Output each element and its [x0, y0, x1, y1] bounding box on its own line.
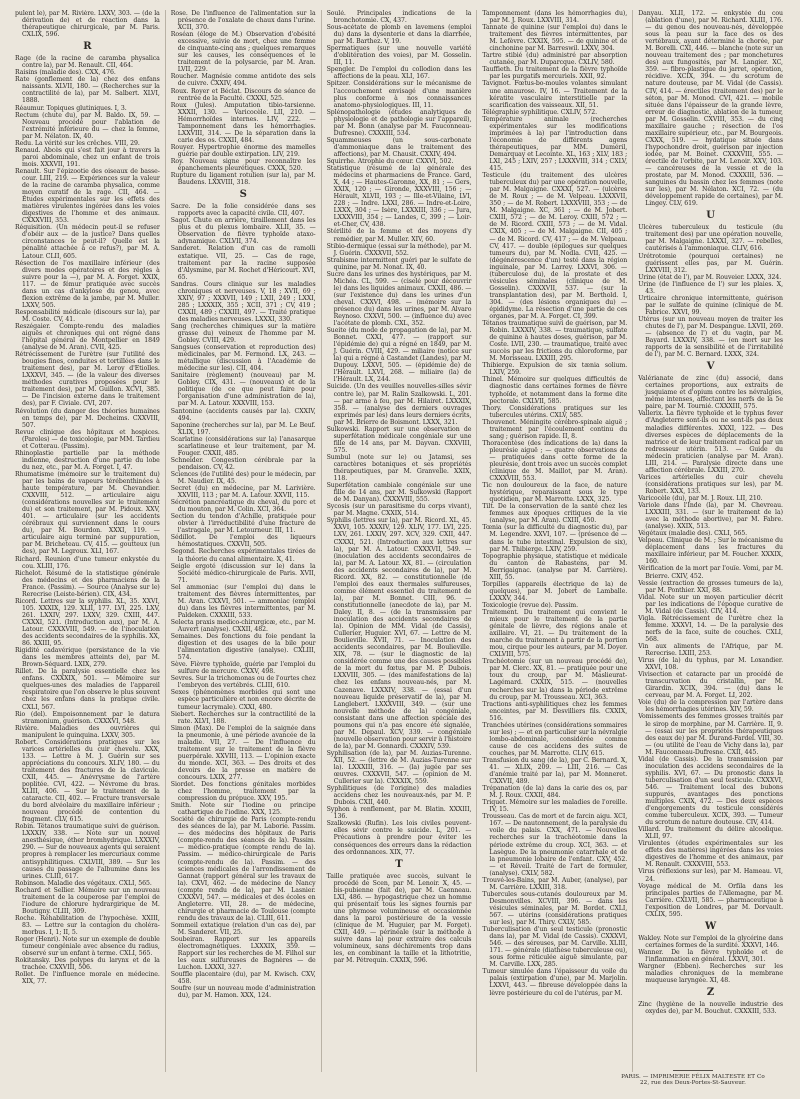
- index-entry: Sous-acétate de plomb en lavemens (emploi du) dans la dysenterie et dans la diarrhée, par M. Barthez. V, 19.: [326, 24, 472, 46]
- index-entry: Sang (recherches chimiques sur la matière grasse du) veineux de l'homme par M. Gobley. CVIII, 429.: [170, 322, 316, 345]
- index-entry: Sommeil extatique (relation d'un cas de), par M. Sanderet. VII, 25.: [170, 921, 316, 936]
- index-entry: Sciences (de l'utilité des) pour le médecin, par M. Naudier. IX, 45.: [170, 470, 316, 485]
- index-entry: Sycosis (sur un parasitisme du corps vivant), par M. Magne. CXXIX, 514.: [326, 503, 472, 518]
- index-entry: Urétrotomie (pourquoi certaines) ne guérissent elles pas, par M. Guérin. LXXVIII, 312.: [638, 252, 783, 274]
- index-entry: Roux (Jules). Amputation tibio-tarsienne. XXXII, 130. — Varicocèle. LII, 210. — Hémorrhoïdes internes. LIV, 222. — Tamponnement dans les hémorrhagies. LXXVIII, 314. — De la séparation dans la carie des os. CXXII, 484.: [170, 101, 316, 144]
- index-entry: Tumeur simulée dans l'épaisseur du voile du palais (extirpation d'une), par M. Marjolin. LXXVI, 443. — fibreuse développée dans la lèvre postérieure du col de l'utérus, par M.: [482, 968, 628, 997]
- index-entry: Robin. Tétanos traumatique suivi de guérison. LXXXIV, 338. — Note sur un nouvel anesthésique, éther bromhydrique. LXXXIV, 290. — Sur de nouveaux agents qui seraient propres à remplacer les mercuriaux comme antisyphilitiques. CXLVIII, 389. — Sur les causes du passage de l'albumine dans les urines. CLIII, 617.: [15, 823, 160, 880]
- index-entry: Voyage médical de M. Orfila dans les principales parties de l'Allemagne, par M. Carrière. CXLVII, 585. — pharmaceutique à l'exposition de Londres, par M. Dorvault. CXLIX, 595.: [638, 882, 783, 918]
- index-entry: Trépanation (de la) dans la carie des os, par M. J. Roux. CXXII, 484.: [482, 785, 628, 800]
- index-entry: Spermatiques (sur une nouvelle variété d'oblitération des voies), par M. Gosselin. III, 11.: [326, 45, 472, 67]
- index-entry: Suicide. (Un des veuilles nouvelles-silles sévir contre le), par M. Ralin Szalkowski. L, 201. — par arme à feu, par M. Hilairet. LXXXIX, 358. — (analyse des derniers ouvrages exprimés par les) dans leurs derniers écrits, par M. Brierre de Boismont. LXXX, 321.: [326, 383, 472, 426]
- index-entry: Stérilité de la femme et des moyens d'y remédier, par M. Muller. XIV, 60.: [326, 228, 472, 243]
- index-entry: Testicule (du traitement des ulcères tuberculeux du) par une opération nouvelle, par M. Malgaigne. CXXXI, 527. — (ulcères de M. Roux ; — de M. Velpeau. LXXXVII, 350 ; — de M. Robert. LXXXVIII, 353 ; — de M. Malgaigne. XC, 361 ; — de M. Jobert. CXIII, 572 ; — de M. Leroy. CXIII, 572 ; — de M. Ricord. CXIII, 573 ; — de M. Vidal. CXIX, 405 ; — de M. Malgaigne. CII, 405 ; — de M. Ricord. CV, 417 ; — de M. Velpeau. CV, 417. — double (épilogues sur quelques tumeurs du), par M. Nodla. CVII, 425. — (dégénérescence d'un) testé dans la région inguinale, par M. Larrey. LXXVI, 306. — (tuberculose du), de la prostate et des vésicules séminales (clinique de M. Gosselin). CXXXVII, 537. — (sur la transplantation des), par M. Berthold. I, 304. — (des lésions organiques du) — épididyme. La résection d'une partie de ces organes, par M. A. Forget. CI, 399.: [482, 172, 628, 321]
- index-entry: Redu. La vérité sur les crêches. VIII, 29.: [15, 139, 140, 147]
- index-entry: Voie (du) de la compression par l'artère dans les hémorrhagies utérines. XIV, 59.: [638, 699, 783, 714]
- index-entry: Rivière. Maladies des ouvrières qui manipulent le quinquina. LXXV, 305.: [15, 724, 160, 739]
- imprint-line-2: 22, rue des Deux-Portes-St-Sauveur.: [640, 1080, 746, 1087]
- index-entry: Ulcères tuberculeux du testicule (du traitement des) par une opération nouvelle, par M. Malgaigne. LXXXI, 327. — rebelles, cautérisés à l'ammoniaque. CLIV, 616.: [638, 224, 783, 253]
- index-entry: Syphilisation (de la), par M. Auzias-Turenne. XII, 52. — (lettre de M. Auzias-Turenne sur la). LXXXIII, 316. — (la) jugée par ses œuvres. CXXXVII, 547. — (opinion de M. Cullerier sur la). CXXXIX, 559.: [326, 749, 472, 786]
- index-entry: Squammeuses (un sous-carbonate d'ammoniaque dans le traitement des affections), par M. Chausit. CXXIV, 494.: [326, 136, 472, 158]
- index-entry: Trouvé-les-Bains, par M. Auber, (analyse), par M. Carrière. LXXIII, 318.: [482, 876, 628, 891]
- index-entry: Sucre dans les urines des hystériques, par M. Michéa. CL, 599. — (ciselé pour découvrir le) dans les liquides animaux. CXXII, 486. — (sur l'existence du) dans les urines d'un cheval. CXXVI, 498. — (mémoire sur la présence du) dans les urines, par M. Alvaro Reynoso. CXXVI, 500. — (influence du) avec l'acétate de plomb. CXL, 352.: [326, 270, 472, 328]
- index-entry: Transfusion du sang (de la), par C. Bernard. X, 41. — XLIX, 209. — LIII, 216. — Cas d'anémie traité par la), par M. Monneret. CXXVII, 489.: [482, 756, 628, 786]
- index-entry: Tractions anti-syphilitiques chez les femmes enceintes, par M. Desvilliers fils. CXXIX, 516.: [482, 700, 628, 722]
- index-entry: Rage (de la racine de caramba physalica contre la), par M. Renault. CII, 464.: [15, 55, 160, 70]
- index-entry: Renaud. Abcès qui s'est fait jour à travers la paroi abdominale, chez un enfant de trois mois. XXXVII, 191.: [15, 146, 160, 168]
- index-entry: Vessie (extraction de grosses tumeurs de la), par M. Ponthier. XXI, 88.: [638, 579, 783, 594]
- index-entry: Wanner. De la fièvre typhoïde et de l'inflammation en général. LXXVI, 301.: [638, 948, 783, 963]
- index-entry: Smith. Note sur l'iodine ou principe cathartique de l'iodine. XXX, 125.: [170, 802, 316, 817]
- index-entry: Sexes (phénomènes morbides qui sont une espèce particulière et non encore décrite de tumeur lacrymale). CXXI, 480.: [170, 689, 316, 711]
- index-entry: Danyau. XLII, 172. — enkystée du cou (ablation d'une), par M. Richard. XLIII, 176. — du genou des nouveau-nés, développée sous la peau sur la face des os des vertébraux, ayant déterminé la chorée, par M. Borelli. CXI, 446. — blanche (note sur un nouveau traitement des ; par monchetures des) aux fungosités, par M. Langier. XC, 359. — fibro-plastique du jarret, opération, récidive. XCIX, 394. — du scrotum de nature douteuse, par M. Vidal (de Cassis). CIV, 414. — érectiles (traitement des) par le séton, par M. Monod. CVI, 421. — mobile située dans l'épaisseur de la grande lèvre, erreur de diagnostic, ablation de la tumeur, par M. Gosselin. CXVIII, 353. — du cinq maxillaire gauche ; résection de l'os maxillaire supérieur, etc., par M. Bourgeois. CXXX, 519. — hydatique située dans l'hypochondre droit, guérison par injection iodée, par M. Boinet. CXXXVIII, 555. — érectile de l'orbite, par M. Lenoir. XXV, 103. — cancéreuses de la vessie et de la prostate, par M. Monod. CXXXIII, 536. — sanguines du bassin chez les femmes (note sur les), par M. Nélaton. XCI, 72. — (du développement rapide de certaines), par M. Lingey. CLV, 619.: [638, 10, 783, 208]
- index-entry: Rouyer. Hypertrophie énorme des mamelles guérie par double extirpation. LIV, 219.: [170, 143, 316, 158]
- index-entry: Thibierge. Expulsion de six tænia solium. LXIV, 259.: [482, 362, 628, 377]
- index-entry: Souffle placentaire (du), par M. Kwisch. CXV, 458.: [170, 971, 316, 986]
- index-entry: Soufre (sur un nouveau mode d'administration du), par M. Hamon. XXX, 124.: [170, 985, 316, 1000]
- index-entry: Virulentes (études expérimentales sur les effets des matières) ingérées dans les voies digestives de l'homme et des animaux, par M. Renault. CXXXVIII, 553.: [638, 840, 783, 869]
- section-letter: Z: [706, 987, 715, 999]
- index-entry: Rose. De l'influence de l'alimentation sur la présence de l'oxalate de chaux dans l'urine. XCII, 370.: [170, 10, 316, 32]
- index-entry: Société de chirurgie de Paris (compte-rendu des séances de la), par M. Laborie. Passim. — des médecins des hôpitaux de Paris (compte-rendu des séances de la). Passim. — médico-pratique (compte rendu de la). Passim. — médico-chirurgicale de Paris (compte-rendu de la). Passim. — des sciences médicales de l'arrondissement de Gannat (rapport général sur les travaux de la). CXVI, 462. — de médecine de Nancy (compte rendu de la), par M. Lasnier. CXXXVI, 547. — médicales et des écoles en Angleterre. VII, 28. — de médecine, chirurgie et pharmacie de Toulouse (compte rendu des travaux de la). CLIII, 611.: [170, 816, 316, 922]
- index-entry: Selecta praxis medico-chirurgicæ, etc., par M. Auvert (analyse). CXXII, 482.: [170, 618, 316, 633]
- imprint-rule: [673, 1070, 713, 1071]
- index-entry: Revue clinique des hôpitaux et hospices. (Paroles) — de toxicologie, par MM. Tardieu et Cotterau. (Passim).: [15, 428, 160, 450]
- index-entry: Richelot. Résumé de la statistique générale des médecins et des pharmaciens de la France. (Passim). — Source (Analyse sur le) Rerecrise (Leiste-bérien). CIX, 434.: [15, 569, 160, 598]
- index-entry: Ricord. Lettres sur la syphilis. XL, 35. XXVI, 105. XXXIX, 129. XLII, 177. LVI, 225. LXV, 261. LXXIV, 297. LXXV, 329. CXIII, 447. CXXXI, 521. (Introduction aux), par M. A. Latour. CXXXVIII, 549. — de l'inoculation des accidents secondaires de la syphilis. XX, 86. XXIII, 95.: [15, 597, 160, 648]
- index-entry: Siordet. Des fonctions génitales morbides chez l'homme, traitement par la compression du prépuce. XXV, 195.: [170, 781, 316, 803]
- index-entry: Rhinoplastie partielle par la méthode indienne, destruction d'une partie du lobe du nez, etc., par M. A. Forget. I, 47.: [15, 449, 160, 471]
- index-entry: Tic non douloureux de la face, de nature hystérique, reparaissant sous le type quotidien, par M. Marrotte. LXXX, 325.: [482, 482, 628, 504]
- index-column-4: [477, 10, 633, 1072]
- index-entry: pulent le), par M. Rivière. LXXV, 303. — (de la dérivation de) et de réaction dans la thérapeutique chirurgicale, par M. Paris. CXLIX, 596.: [15, 10, 160, 39]
- index-entry: Thory. Considérations pratiques sur les tubercules utérins. CXLV, 585.: [482, 404, 628, 419]
- index-entry: Syphilis (lettres sur la), par M. Ricord. XL, 45. XXVI, 105. XXXIV, 129. XLIV, 177. LVI, 225. LXV, 261. LXXIV, 297. XCV, 329. CXII, 447. CXXXI, 521. (Introduction aux lettres sur la), par M. A. Latour. CXXXVII, 549. — (inoculation des accidents secondaires de la), par M. A. Latour. XX, 81. — (circulation des accidents secondaires de la), par M. Ricord. XX, 82. — constitutionnelle (de l'emploi des eaux thermales sulfureuses, comme élément essentiel du traitement de la), par M. Bonnet. CIII, 96. — constitutionnelle (anecdote de la), par M. Daley. II, 8. — (de la transmission par inoculation des accidents secondaires de la). Opinion de MM. Vidal (de Cassis), Cullerier, Huguier. XVI, 67. — Lettre de M. Boulieville. XVII, 71. — Inoculation des accidents secondaires, par M. Boulieville. XIX, 78. — (sur le diagnostic de la) considérée comme une des causes possibles de la mort du fœtus, par M. P. Dubois. LXXVIII, 305. — (des manifestations de la) chez les enfans nouveau-nés, par M. Cazenave. LXXXIV, 338. — (essai d'un nouveau liquide préservatif de la), par M. Langlebert. LXXXVIII, 349. — (sur une nouvelle méthode de la) congéniale, consistant dans une affection spéciale des poumons qui n'a pas encore été signalée, par M. Depaul. XCV, 339. — congéniale (nouvelle observation pour servir à l'histoire de la), par M. Gonnardi. CXXXIV, 539.: [326, 517, 472, 750]
- index-entry: Velpeau. Clinique de M. ; Sur le mécanisme du déplacement dans les fractures du maxillaire inférieur, par M. Foucher. XXXIX, 160.: [638, 537, 783, 566]
- index-entry: Réaumur. Topiques glutiniques. I, 3.: [15, 104, 127, 112]
- index-entry: Réquisition. (Un médecin peut-il se refuser d'obéir aux — de la justice? Dans quelles circonstances le peut-il? Quelle est la pénalité attachée à ce refus?), par M. A. Latour. CLII, 605.: [15, 224, 160, 260]
- index-entry: Wargner (Ebben). Recherches sur les maladies chroniques de la membrane muqueuse laryngée. XI, 48.: [638, 963, 783, 985]
- index-entry: Résection de l'os maxillaire inférieur (des divers modes opératoires et des régles à suivre pour la —), par M. A. Forget. XXIX, 117. — de fémur pratiquée avec succès dans un cas d'ankylose du genou, avec flexion extrême de la jambe, par M. Muller. LXXV, 505.: [15, 259, 160, 309]
- index-entry: Santonine (accidents causés par la). CXXIV, 494.: [170, 407, 316, 422]
- index-entry: Roche. Réhabilitation de l'hypochèse. XXIII, 83. — Lettre sur la contagion du choléra-morbus. I, 1; II, 5.: [15, 914, 160, 936]
- index-entry: Sel ammoniac (sur l'emploi du) dans le traitement des fièvres intermittentes, par M. Aran. CXXVI, 501. — ammoniac (emploi du) dans les fièvres intermittentes, par M. Paldeken. CXXXIII, 533.: [170, 583, 316, 619]
- index-entry: Spengler. De l'emploi du collodion dans les affections de la peau. XLI, 167.: [326, 66, 472, 81]
- index-entry: Roucher. Magnésie comme antidote des sels de cuivre. CXXIV, 494.: [170, 73, 316, 88]
- index-entry: Section du tendon d'Achille, pratiquée pour obvier à l'irréductibilité d'une fracture de l'astragale, par M. Letourneur. III, 11.: [170, 513, 316, 535]
- index-entry: Varicocèle (du), par M. J. Roux. LII, 210.: [638, 495, 763, 502]
- index-entry: Roy. Nouveau signe pour reconnaître les épanchements pleurétiques. CXXX, 520.: [170, 157, 316, 173]
- index-entry: Tubercules sous-cutanés douloureux par M. Desmonvilles. XCVIII, 396. — dans les vésicules séminales, par M. Bordet. CXLI, 567. — utérins (considérations pratiques sur les), par M. Thiry. CXLV, 585.: [482, 890, 628, 927]
- index-column-2: [166, 10, 322, 1072]
- index-entry: Rochard et Sellier. Mémoire sur un nouveau traitement de la couperose par l'emploi de l'iodure de chlorure hydrargirique de M. Boutigny. CLIII, 309.: [15, 886, 160, 915]
- index-entry: Température animale (recherches expérimentales sur les modifications imprimées à la) par l'introduction dans l'économie de différents agens thérapeutiques, par MM. Duméril, Demarquay et Lecointe. XL, 163 ; XLV, 183 ; LXI, 245 ; LXIV, 257 ; LXXXVIII, 314 ; CXLV, 415.: [482, 115, 628, 173]
- index-entry: Szalkowski (Rufin). Les lois civiles peuvent-elles sévir contre le suicide. L, 201. — Précautions à prendre pour éviter les conséquences des erreurs dans la rédaction des ordonnances. XIX, 77.: [326, 820, 472, 856]
- index-entry: Schneider. Congestion cérébrale par la pendaison. CV, 42.: [170, 456, 316, 471]
- index-entry: Vomissements des femmes grosses traités par le sirop de morphine, par M. Carrière. II, 9. — (essai sur les propriétés thérapeutiques des eaux de) par M. Durand-Fardel. VIII, 30. — (ou utilité de l'eau de Vichy dans la), par M. Fauconneau-Dufresne. CXII, 445.: [638, 713, 783, 756]
- index-entry: Simon (Max). De l'emploi de la saignée dans la pneumonie, à une période avancée de la maladie. VII, 27. — De l'influence du traitement sur le traitement de la fièvre puerpérale. XXVIII, 113. — L'opinion exacte du monde. XCI, 363. — Des droits et des devoirs de la presse en matière de concours. LXIX, 277.: [170, 724, 316, 781]
- index-entry: Robinson. Maladie des végétaux. CXLI, 565.: [15, 879, 152, 887]
- printer-imprint: [600, 1070, 786, 1087]
- index-entry: Roux. Royer et Béclat. Discours de séance de rentrée de la Faculté. CXXXI, 525.: [170, 87, 316, 102]
- index-entry: Sanitaire (règlement) (nouveau) par M. Gobley. CIX, 431. — (nouveaux) et de la politique (de ce que peut faire pour l'organisation d'une administration de la), par M. A. Latour. XXXVIII, 153.: [170, 372, 316, 408]
- index-entry: Vigla. Rétrécissement de l'urètre chez la femme. XXXVI, 14. — De la paralysie des nerfs de la face, suite de couches. CXLI, 568.: [638, 614, 783, 643]
- index-entry: Rio (del). Empoisonnement par le datura stramonium, guérison. CXXXVI, 548.: [15, 710, 160, 725]
- index-entry: Sandras. Cours clinique sur les maladies chroniques et nerveuses. V, 18 ; XVII, 69 ; XXIV, 97 ; XXXVII, 149 ; LXII, 249 ; LXXI, 285 ; LXXXIX, 355 ; XCII, 371 ; CV, 419 ; CXXII, 489 ; CXXIII, 497. — Traité pratique des maladies nerveuses. LXXXI, 330.: [170, 280, 316, 323]
- imprint-line-1: PARIS. — IMPRIMERIE FÉLIX MALTESTE ET Co: [621, 1073, 765, 1080]
- index-entry: Sulkowski. Rapport sur une observation de superfétation médicale congéniale sur une fille de 14 ans, par M. Dayvan. CXXVIII, 575.: [326, 425, 472, 454]
- index-entry: Rétrécissement de l'urètre (sur l'utilité des bougies fines, conduites et tortillées dans le traitement des), par M. Leroy d'Etiolles. LXXXVI, 345. — (de la valeur des diverses méthodes curatives proposées pour le traitement des), par M. Guillon. XCVI, 385. — De l'incision externe dans le traitement des), par F. Civiale. CVI, 207.: [15, 351, 160, 408]
- index-entry: Sangsues (conservation et reproduction des) médicinales, par M. Fermond. LX, 243. — métallique (discussion à l'Académie de médecine sur les). CII, 404.: [170, 344, 316, 373]
- index-entry: Spitzer. Considérations sur le mécanisme de l'accouchement envisagé d'une manière plus conforme à nos connaissances anatomo-physiologiques. III, 11.: [326, 80, 472, 109]
- index-entry: Télégraphie syphilitique. CXLIV, 572.: [482, 108, 597, 116]
- index-entry: Vallerix. La fièvre typhoïde et le typhus fever d'Angleterre sont-ils ou ne sont-ils pas deux maladies différentes. XXXI, 122. — Des diverses espèces de déplacements de la matrice et de leur traitement radical par un redresseur utérin. 513. — Guide du médecin praticien (analyse par M. Aran). LIII, 214. — Paralysie directe dans une affection cérébrale. LXXIII, 270.: [638, 410, 783, 474]
- index-entry: Rollet. De l'influence morale en médecine. XIX, 77.: [15, 971, 160, 986]
- index-entry: Siebert. Recherches sur la contractilité de la rate. XLVI, 188.: [170, 710, 316, 725]
- index-entry: Sacre. De la folie considérée dans ses rapports avec la capacité civile. CII, 407.: [170, 203, 316, 218]
- index-entry: Trousseau. Cas de mort et de farcin aigu. XCI, 167. — De nautonnement, de la paralysie du voile du palais. CXX, 471. — Nouvelles recherches sur la trachéotomie dans la période extrême du croup. XCI, 363. — et Lasègue. De la pneumonie catarrhale et de la pneumonie lobaire de l'enfant. CXV, 452. — et Réveil. Traité de l'art de formuler, (analyse). CXLV, 582.: [482, 813, 628, 877]
- index-entry: Richard. Reunion d'une tumeur enkystée du cou. XLIII, 176.: [15, 555, 160, 570]
- index-entry: Zinc (hygiène de la nouvelle industrie des oxydes de), par M. Bouchut. CXXXIII, 533.: [638, 1001, 783, 1016]
- index-entry: Valérianate de zinc (du) associé, dans certaines proportions, aux extraits de jusquiame et d'opium contre les névralgies, même intenses, affectant les nerfs de la 5e paire, par M. Tournié. CXXXIII, 575.: [638, 375, 783, 411]
- index-entry: Tauffieth. Du traitement de la fièvre typhoïde par les purgatifs mercuriels. XXII, 92.: [482, 66, 628, 81]
- index-entry: Statistique (résumé de la) générale des médecins et pharmaciens de France. Gard, X, 44 ; — Hautes-Garonne, XX, 81 ; — Gers, XXIX, 120 ; — Gironde, XXXVIII, 156 ; — Hérault, XLVII, 193 ; — Ille-et-Vilaine, LVI, 228 ; — Indre. LXXI, 286. — Indre-et-Loire, LXXX, 304 ; — Isère, LXXXIII, 336 ; — Jura, LXXXVIII, 354 ; — Landes, C, 399 ; — Loir-et-Cher, CV, 438.: [326, 165, 472, 229]
- index-entry: Vérification de la mort par l'ouïe. Vomi, par M. Brierre. CXIV, 452.: [638, 565, 783, 580]
- index-entry: Renault. Sur l'épizootie des oiseaux de basse-cour. LIII, 219. — Expériences sur la valeur de la racine de caramba physalica, comme moyen curatif de la rage. CII, 464. — Études expérimentales sur les effets des matières virulentes ingérées dans les voies digestives de l'homme et des animaux. CXXXVIII, 353.: [15, 167, 160, 225]
- index-entry: Rigidité cadavérique (persistance de la vie dans les membres atteints de), par M. Brown-Séquard. LXIX, 279.: [15, 647, 160, 669]
- section-letter: S: [239, 189, 247, 201]
- index-entry: Virus (de la) du typhus, par M. Loxandier. XXVI, 108.: [638, 657, 783, 672]
- index-entry: Sevres. Sur la trichomonas ou de l'ourtes chez l'embryon des vertébrés. CLIII, 610.: [170, 675, 316, 690]
- index-entry: Sédillot. De l'emploi des liqueurs hémostatiques. CXXVII, 505.: [170, 534, 316, 549]
- index-entry: Tuberculisation d'un seul testicule (pronostic dans la), par M. Vidal (de Cassis). CXXXVI, 546. — des séreuses, par M. Carville. XLIII, 171. — générale (diathèse tuberculeuse ou), sous forme réticulée aiguë simulante, par M. Carville. LXX, 285.: [482, 926, 628, 969]
- section-letter: W: [704, 920, 717, 932]
- index-entry: Sève. Fièvre typhoïde, guérie par l'emploi du sulfure de mercure. CXXV, 498.: [170, 661, 316, 676]
- index-entry: Révolution (du danger des théories humaines en temps de), par M. Decheims. CXXVIII, 507.: [15, 407, 160, 429]
- index-entry: Tilt. De la conservation de la santé chez les femmes aux époques critiques de la vie (analyse, par M. Aran). CXIII, 450.: [482, 503, 628, 525]
- index-entry: Taille pratiquée avec succès, suivant le procédé de Scen, par M. Lenoir. X, 45. — bis-pubienne (fait de), par M. Caenneau. LXI, 486. — hypogastrique chez un homme qui présentait tous les signes fournis par une phymose volumineuse et occasionnée dans la paroi postérieure de la vessie (clinique de M. Huguier, par M. Forget). CXII, 449. — périnéale (sur la méthode à suivre dans la) pour extraire des calculs volumineux, sans déchirements trop dans les, en combinant la taille et la lithotritie, par M. Pétrequin. CXXIX, 596.: [326, 872, 472, 965]
- index-entry: Seigle ergoté (discussion sur le) dans la Société médico-chirurgicale de Paris. XVII, 71.: [170, 562, 316, 584]
- index-entry: Virus (réflexions sur les), par M. Hameau. VI, 24.: [638, 868, 783, 883]
- index-entry: Rillet. De la paralysie essentielle chez les enfans. CXXXIX, 501. — Mémoire sur quelques-unes des maladies de l'appareil respiratoire que l'on observe le plus souvent chez les enfans dans la pratique civile. CXLI, 567.: [15, 668, 160, 711]
- index-entry: Thinel. Mémoire sur quelques difficultés de diagnostic dans certaines formes de fièvre typhoïde, et notamment dans la forme dite pectorale. CXLVII, 585.: [482, 376, 628, 405]
- index-entry: Tœnia (sur la difficulté du diagnostic du), par M. Legendre. XXVI, 107. — (présence de — dans le tube intestinal. Expulsion de six), par M. Thibierge. LXIV, 259.: [482, 524, 628, 553]
- index-entry: Syphon à renflement, par M. Blatin. XXXIII, 136.: [326, 806, 472, 821]
- index-entry: Rectum (chute du), par M. Baldo. IX, 59. — Nouveau procédé pour l'ablation de l'extrémité inférieure du — chez la femme, par M. Nélaton. IX, 40.: [15, 111, 160, 140]
- index-entry: Reszégaier. Compte-rendu des maladies aiguës et chroniques qui ont régné dans l'hôpital général de Montpellier en 1849 (analyse de M. Aran). CVII, 425.: [15, 322, 160, 352]
- index-entry: Roger (Henri). Note sur un exemple de double tumeur congéniale avec absence du radius, observé sur un enfant à terme. CXLI, 565.: [15, 936, 160, 958]
- index-entry: Thoracentèse (des indications de la) dans la pleurésie aiguë ; — quatre observations de — pratiquées dans cette forme de la pleurésie, dont trois avec un succès complet (clinique de M. Maillot, par M. Aran). CXXXVIII, 553.: [482, 439, 628, 483]
- index-entry: Traitement. Du traitement qui convient le mieux pour le traitement de la partie génitale de lièvre, des régions anale et axillaire. VI, 21. — Du traitement de la marche du traitement à partir de la portion mou, cirque pour les auteurs, par M. Doyer. CXLVIII, 575.: [482, 608, 628, 659]
- index-entry: Sanderet. Relation d'un cas de ramolli extatique. VII, 25. — Cas de rage, traitement par la racine supposée d'Alysmine, par M. Rochet d'Héricourt. XVI, 65.: [170, 245, 316, 281]
- index-entry: Tamponnement (dans les hémorrhagies du), par M. J. Roux. LXXVIII, 314.: [482, 10, 628, 25]
- index-entry: Topographie physique, statistique et médicale du canton de Rabastens, par M. Berrigaignac. (analyse par M. Carrière). XIII, 55.: [482, 552, 628, 581]
- index-entry: Saponine (recherches sur la), par M. Le Beuf. XLIX, 197.: [170, 421, 316, 436]
- index-entry: Utérus (sur un nouveau moyen de traiter les chutes de l'), par M. Despangue. LXVII, 269. — (absence de l') et du vagin, par M. Bayard. LXXXIV, 338. — (en mort sur les rapports de la sensibilité et de l'irritabilité de l'), par M. C. Bernard. LXXX, 324.: [638, 315, 783, 359]
- index-entry: Sagot. Chute en arrière, tiraillement dans les plus et du plexus lombaire. XLII, 35. — Observation de fièvre typhoïde ataxo-adynamique. CXLVII, 374.: [170, 217, 316, 246]
- index-entry: Vin aux aliments de l'Afrique, par M. Rerecrise. LXIII, 253.: [638, 642, 783, 658]
- index-entry: Sueite (du mode de propagation de la), par M. Bonnet. CXXI, 477. — (rapport sur l'épidémie de) qui a régné en 1849, par M. J. Guérin. CVIII, 429. — miliaire (notice sur la) qui a régné à Castandet (Landes), par M. Dupouy. LXXVI, 505. — (épidémie de) de l'Hérault. LXVI, 268. — miliaire (la) de l'Hérault. LX, 244.: [326, 327, 472, 384]
- index-entry: Vidal (de Cassis). De la transmission par inoculation des accidens secondaires de la syphilis. XVI, 67. — Du pronostic dans la tuberculisation d'un seul testicule. CXXXVI, 546. — Traitement local des bubons suppurés, avantages des ponctions multiples. CXIX, 472. — Des deux espèces d'engorgements du testicule considérés comme tuberculeux. XCIX, 393. — Tumeur du scrotum de nature douteuse. CIV, 414.: [638, 755, 783, 827]
- index-entry: Tannate de quinine (sur l'emploi du) dans le traitement des fièvres intermittentes, par M. Lefèvre. CXXIX, 595. — de quinine et de cinchonine par M. Barreswil. LXXV, 304.: [482, 24, 628, 53]
- index-entry: Rhumatisme (mémoire sur le traitement du) par les bains de vapeurs térébenthinées à haute température, par M. Chevandier. CXXVIII, 512. — articulaire aigu (considérations nouvelles sur le traitement du) et son traitement, par M. Pidoux. XXV, 401. — articulaire (sur les accidents cérébraux qui surviennent dans le cours du), par M. Bourdon. XXXI, 119. — articulaire aigu terminé par suppuration, par M. Bricheteau. CV, 415. — goutteux (un des), par M. Legroux. XLI, 167.: [15, 470, 160, 556]
- index-entry: Sumbul (note sur le) ou Jatamsi, ses caractères botaniques et ses propriétés thérapeutiques, par M. Granvelle. XXIX, 118.: [326, 453, 472, 483]
- index-entry: Secret (du) en médecine, par M. Larivière. XXVIII, 113 ; par M. A. Latour. XXVII, 115.: [170, 485, 316, 500]
- index-entry: Soulé. Principales indications de la bronchotomie. CX, 437.: [326, 10, 472, 25]
- index-entry: Urine (état de l'), par M. Rouveier. LXXX, 324.: [638, 273, 782, 281]
- index-entry: Segond. Recherches expérimentales tirées de la théorie du canal alimentaire. X, 41.: [170, 548, 316, 563]
- index-entry: Thouvenet. Méningite cérébro-spinale aiguë ; traitement par l'écoulement continu du sang ; guérison rapide. II, 8.: [482, 418, 628, 440]
- index-entry: Roséan (éloge de M.) Observation d'obésité excessive, suivie de mort, chez une femme de cinquante-cinq ans ; quelques remarques sur les causes, les conséquences et le traitement de la polysarcie, par M. Aran. LVII, 229.: [170, 31, 316, 74]
- index-entry: Stibio-dermique (essai sur la méthode), par M. J. Guérin. CXXXVII, 552.: [326, 242, 472, 257]
- index-entry: Tavignot. Fœtus-bo-moules volantes simulant une amaurose. IV, 16. — Traitement de la kératite vasculaire interstitielle par la scarification des vaisseaux. XII, 51.: [482, 80, 628, 109]
- index-entry: Strabisme intermittent guéri par le sulfate de quinine, par M. Nonat. IX, 40.: [326, 256, 472, 271]
- index-entry: Squirrhe. Atrophie du cœur. CXXVI, 502.: [326, 157, 454, 165]
- index-entry: Villard. Du traitement du délire alcoolique. XLII, 97.: [638, 826, 783, 841]
- index-entry: Syphilitiques (de l'origine) des maladies accidens chez les nouveaux-nés, par M. P. Dubois. CXII, 440.: [326, 785, 472, 807]
- index-column-5: [633, 10, 788, 1072]
- index-entry: Raisins (maladie des). CXX, 476.: [15, 69, 116, 77]
- index-entry: Végétaux (maladie des). CXLI, 565.: [638, 530, 748, 538]
- index-entry: Sécrétion pancréatique du cheval, du porc et du mouton, par M. Colin. XCI, 364.: [170, 499, 316, 514]
- section-letter: R: [83, 41, 92, 53]
- index-entry: Scarlatine (considérations sur la) l'anasarque scarlatineuse et leur traitement, par M. Fouger. CXXII, 485.: [170, 435, 316, 457]
- index-entry: Tétanos traumatique suivi de guérison, par M. Robin. LXXXIV, 338. — traumatique, sulfate de quinine à hautes doses, guérison, par M. Coste. LVII, 230. — traumatique, traité avec succès par les frictions du chloroforme, par M. Morisseau. LXXIII, 295.: [482, 320, 628, 363]
- index-column-1: [10, 10, 166, 1072]
- index-entry: Superfétation cambiale congéniale sur une fille de 14 ans, par M. Sulkowski (Rapport de M. Danyan). CXXXVIII, 555.: [326, 482, 472, 504]
- index-entry: Robert. Considérations pratiques sur les varices artérielles du cuir chevelu. XXX, 133. — Lettre à M. J. Guérin sur ses appréciations du concours. XLIV, 180. — du traitement des fractures de la clavicule. CXII, 445. — Anévrysme de l'artère poplitée. CVI, 422. — Névrome du bras. XLIII, 406. — Sur le traitement de la cataracte. CII, 402. — Fracture transversale du bord alvéolaire du maxillaire inférieur ; nouveau procédé de contention du fragment. CLV, 615.: [15, 738, 160, 824]
- index-entry: Semaines. Des fonctions du foie pendant la digestion et des usages de la bile pour l'alimentation digestive (analyse). CXLIII, 574.: [170, 633, 316, 662]
- index-column-3: [322, 10, 478, 1072]
- index-entry: Vidal. Note sur un moyen particulier décrit par les indications de l'époque curative de M. Vidal (de Cassis). CIV, 414.: [638, 593, 783, 615]
- index-columns: [10, 10, 788, 1072]
- index-entry: Toxicologie (revue de). Passim.: [482, 601, 578, 609]
- index-entry: Soubeiran. Rapport sur les appareils électromagnétiques. LXXXIX, 359. — Rapport sur les recherches de M. Filhol sur les eaux sulfureuses de Bagnères — de Luchon. LXXXI, 327.: [170, 936, 316, 972]
- index-entry: Wakley. Note sur l'emploi de la glycérine dans certaines formes de la surdité. XXXVI, 146.: [638, 934, 783, 949]
- index-entry: Varices artérielles du cuir chevelu (considérations pratiques sur les), par M. Robert. XXX, 133.: [638, 473, 783, 495]
- index-entry: Torpilles (appareils électrique de la) de quelques), par M. Jobert de Lamballe. LXXXV, 344.: [482, 580, 628, 602]
- index-entry: Urticaire chronique intermittente, guérison par le sulfate de quinine (clinique de M. Fabrice. XXVI, 99.: [638, 294, 783, 316]
- index-entry: Tartre stibié (du) administré par absorption cutanée, par M. Duparcque. CXLIV, 580.: [482, 52, 628, 67]
- index-entry: Splénopathologie (études analytiques de physiologie et de pathologie sur l'appareil), par M. Bonn (analyse par M. Fauconneau-Dufresne). CXXXIII, 534.: [326, 108, 472, 137]
- section-letter: U: [706, 210, 715, 222]
- index-entry: Vivisection et cataracte par un procédé de transcurvation du cristallin, par M. Girardin. XCIX, 394. — (du) dans le cerveau, par M. A. Forget. LI, 202.: [638, 671, 783, 700]
- index-entry: Trachéotomie (sur un nouveau procédé de), par M. Clerc. XX, 81. — pratiquée pour une toux du croup, par M. Maslieurat-Lagémard. CXXIX, 515. — (nouvelles recherches sur la) dans la période extrême du croup, par M. Trousseau. XCI, 363.: [482, 658, 628, 701]
- section-letter: T: [395, 858, 403, 870]
- section-letter: V: [706, 361, 715, 373]
- index-entry: Rate (gonflement de la) chez des enfans naissants. XLVII, 180. — (Recherches sur la contractilité de la), par M. Salbert. XLVI, 1888.: [15, 76, 160, 105]
- index-entry: Rupture du ligament rotulien (sur la), par M. Baudens. LXXVIII, 318.: [170, 172, 316, 187]
- index-entry: Urine (de l'influence de l') sur les plaies. X, 43.: [638, 280, 783, 295]
- index-entry: Rokitansky. Des polypes du larynx et de la trachée. CXXVIII, 506.: [15, 957, 160, 972]
- index-entry: Tranchées utérines (considérations sommaires sur les) ; — et en particulier sur la névralgie lombo-abdominale, considérée comme cause de ces accidens des suites de couches, par M. Marrotte. CLIV, 615.: [482, 721, 628, 757]
- index-entry: Triquet. Mémoire sur les maladies de l'oreille. IV, 15.: [482, 799, 628, 814]
- index-entry: Responsabilité médicale (discours sur la), par M. Coste. CV, 41.: [15, 308, 160, 323]
- index-entry: Variole dans l'Inde (la), par M. Chevreau. LXXXIII, 331. — (sur le traitement de la) avec la méthode abortive), par M. Fabre. (analyse). XXIX, 513.: [638, 502, 783, 531]
